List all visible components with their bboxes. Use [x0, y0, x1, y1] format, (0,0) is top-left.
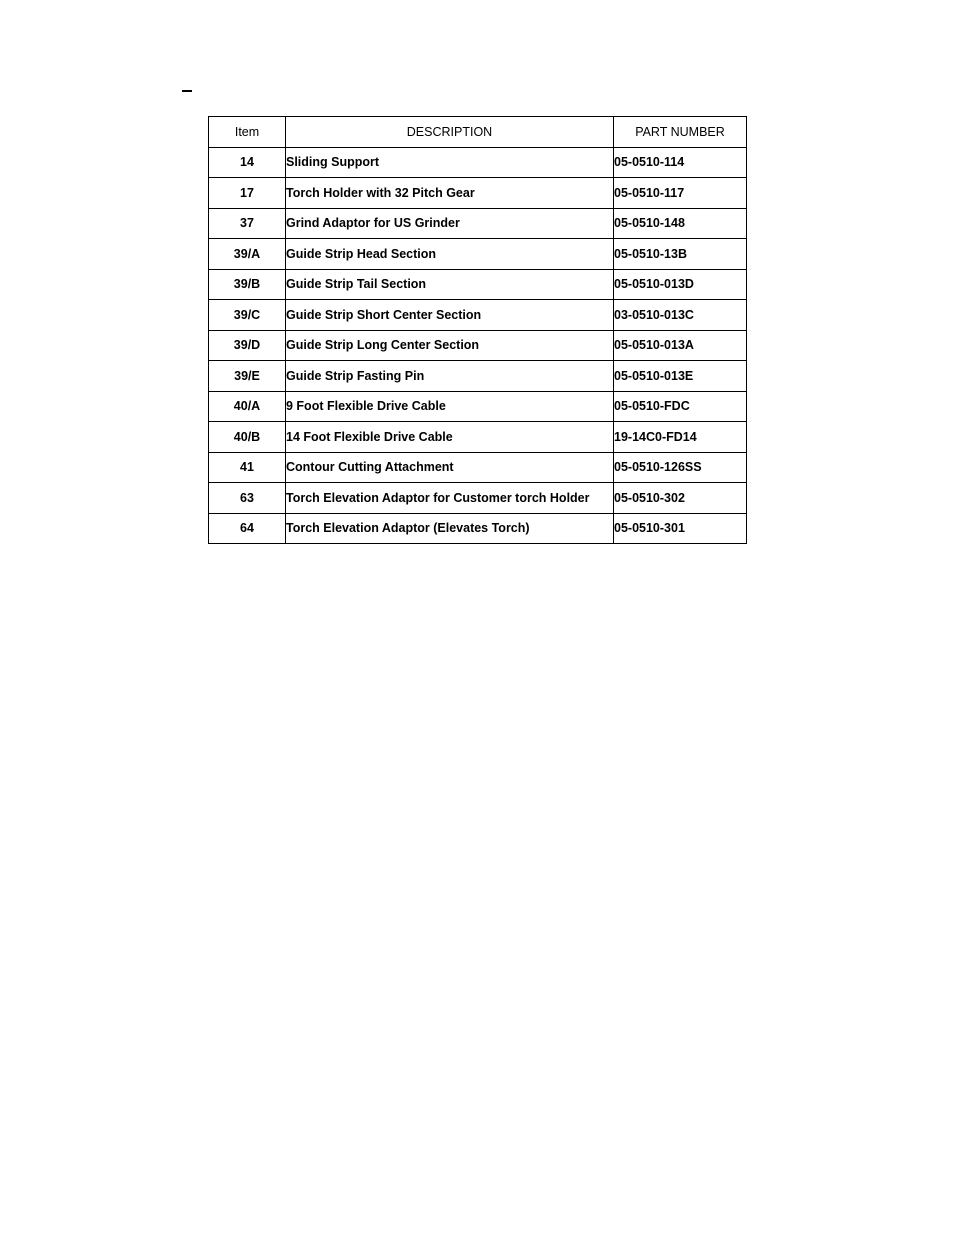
header-item: Item [209, 117, 286, 148]
dash-mark-text [182, 80, 183, 81]
cell-part-number: 05-0510-13B [614, 239, 747, 270]
table-row [209, 208, 747, 239]
header-part-number: PART NUMBER [614, 117, 747, 148]
header-description: DESCRIPTION [286, 117, 614, 148]
cell-part-number: 19-14C0-FD14 [614, 422, 747, 453]
cell-item: 39/E [209, 361, 286, 392]
cell-description: Grind Adaptor for US Grinder [286, 208, 614, 239]
table-row [209, 391, 747, 422]
parts-table-header [209, 117, 747, 148]
cell-item: 41 [209, 452, 286, 483]
cell-description: Torch Elevation Adaptor (Elevates Torch) [286, 513, 614, 544]
cell-description: 9 Foot Flexible Drive Cable [286, 391, 614, 422]
cell-description: Guide Strip Head Section [286, 239, 614, 270]
cell-part-number: 05-0510-114 [614, 147, 747, 178]
cell-item: 14 [209, 147, 286, 178]
cell-part-number: 05-0510-117 [614, 178, 747, 209]
table-row [209, 239, 747, 270]
cell-description: 14 Foot Flexible Drive Cable [286, 422, 614, 453]
table-row [209, 452, 747, 483]
cell-description: Guide Strip Short Center Section [286, 300, 614, 331]
dash-mark [182, 90, 192, 92]
cell-part-number: 05-0510-148 [614, 208, 747, 239]
table-row [209, 422, 747, 453]
cell-part-number: 03-0510-013C [614, 300, 747, 331]
table-row [209, 300, 747, 331]
parts-table-body [209, 147, 747, 544]
cell-part-number: 05-0510-013A [614, 330, 747, 361]
cell-description: Torch Elevation Adaptor for Customer torch Holder [286, 483, 614, 514]
cell-part-number: 05-0510-FDC [614, 391, 747, 422]
cell-item: 40/A [209, 391, 286, 422]
cell-item: 39/C [209, 300, 286, 331]
cell-part-number: 05-0510-013D [614, 269, 747, 300]
cell-description: Guide Strip Long Center Section [286, 330, 614, 361]
table-row [209, 483, 747, 514]
cell-item: 39/B [209, 269, 286, 300]
cell-item: 40/B [209, 422, 286, 453]
cell-part-number: 05-0510-013E [614, 361, 747, 392]
cell-description: Contour Cutting Attachment [286, 452, 614, 483]
cell-part-number: 05-0510-301 [614, 513, 747, 544]
cell-item: 64 [209, 513, 286, 544]
cell-description: Guide Strip Tail Section [286, 269, 614, 300]
cell-description: Guide Strip Fasting Pin [286, 361, 614, 392]
cell-item: 17 [209, 178, 286, 209]
cell-item: 37 [209, 208, 286, 239]
header-row [209, 117, 747, 148]
cell-description: Sliding Support [286, 147, 614, 178]
cell-item: 63 [209, 483, 286, 514]
table-row [209, 147, 747, 178]
table-row [209, 178, 747, 209]
cell-item: 39/A [209, 239, 286, 270]
table-row [209, 269, 747, 300]
cell-part-number: 05-0510-126SS [614, 452, 747, 483]
table-row [209, 513, 747, 544]
cell-description: Torch Holder with 32 Pitch Gear [286, 178, 614, 209]
table-row [209, 361, 747, 392]
table-row [209, 330, 747, 361]
parts-table [208, 116, 747, 544]
cell-part-number: 05-0510-302 [614, 483, 747, 514]
cell-item: 39/D [209, 330, 286, 361]
